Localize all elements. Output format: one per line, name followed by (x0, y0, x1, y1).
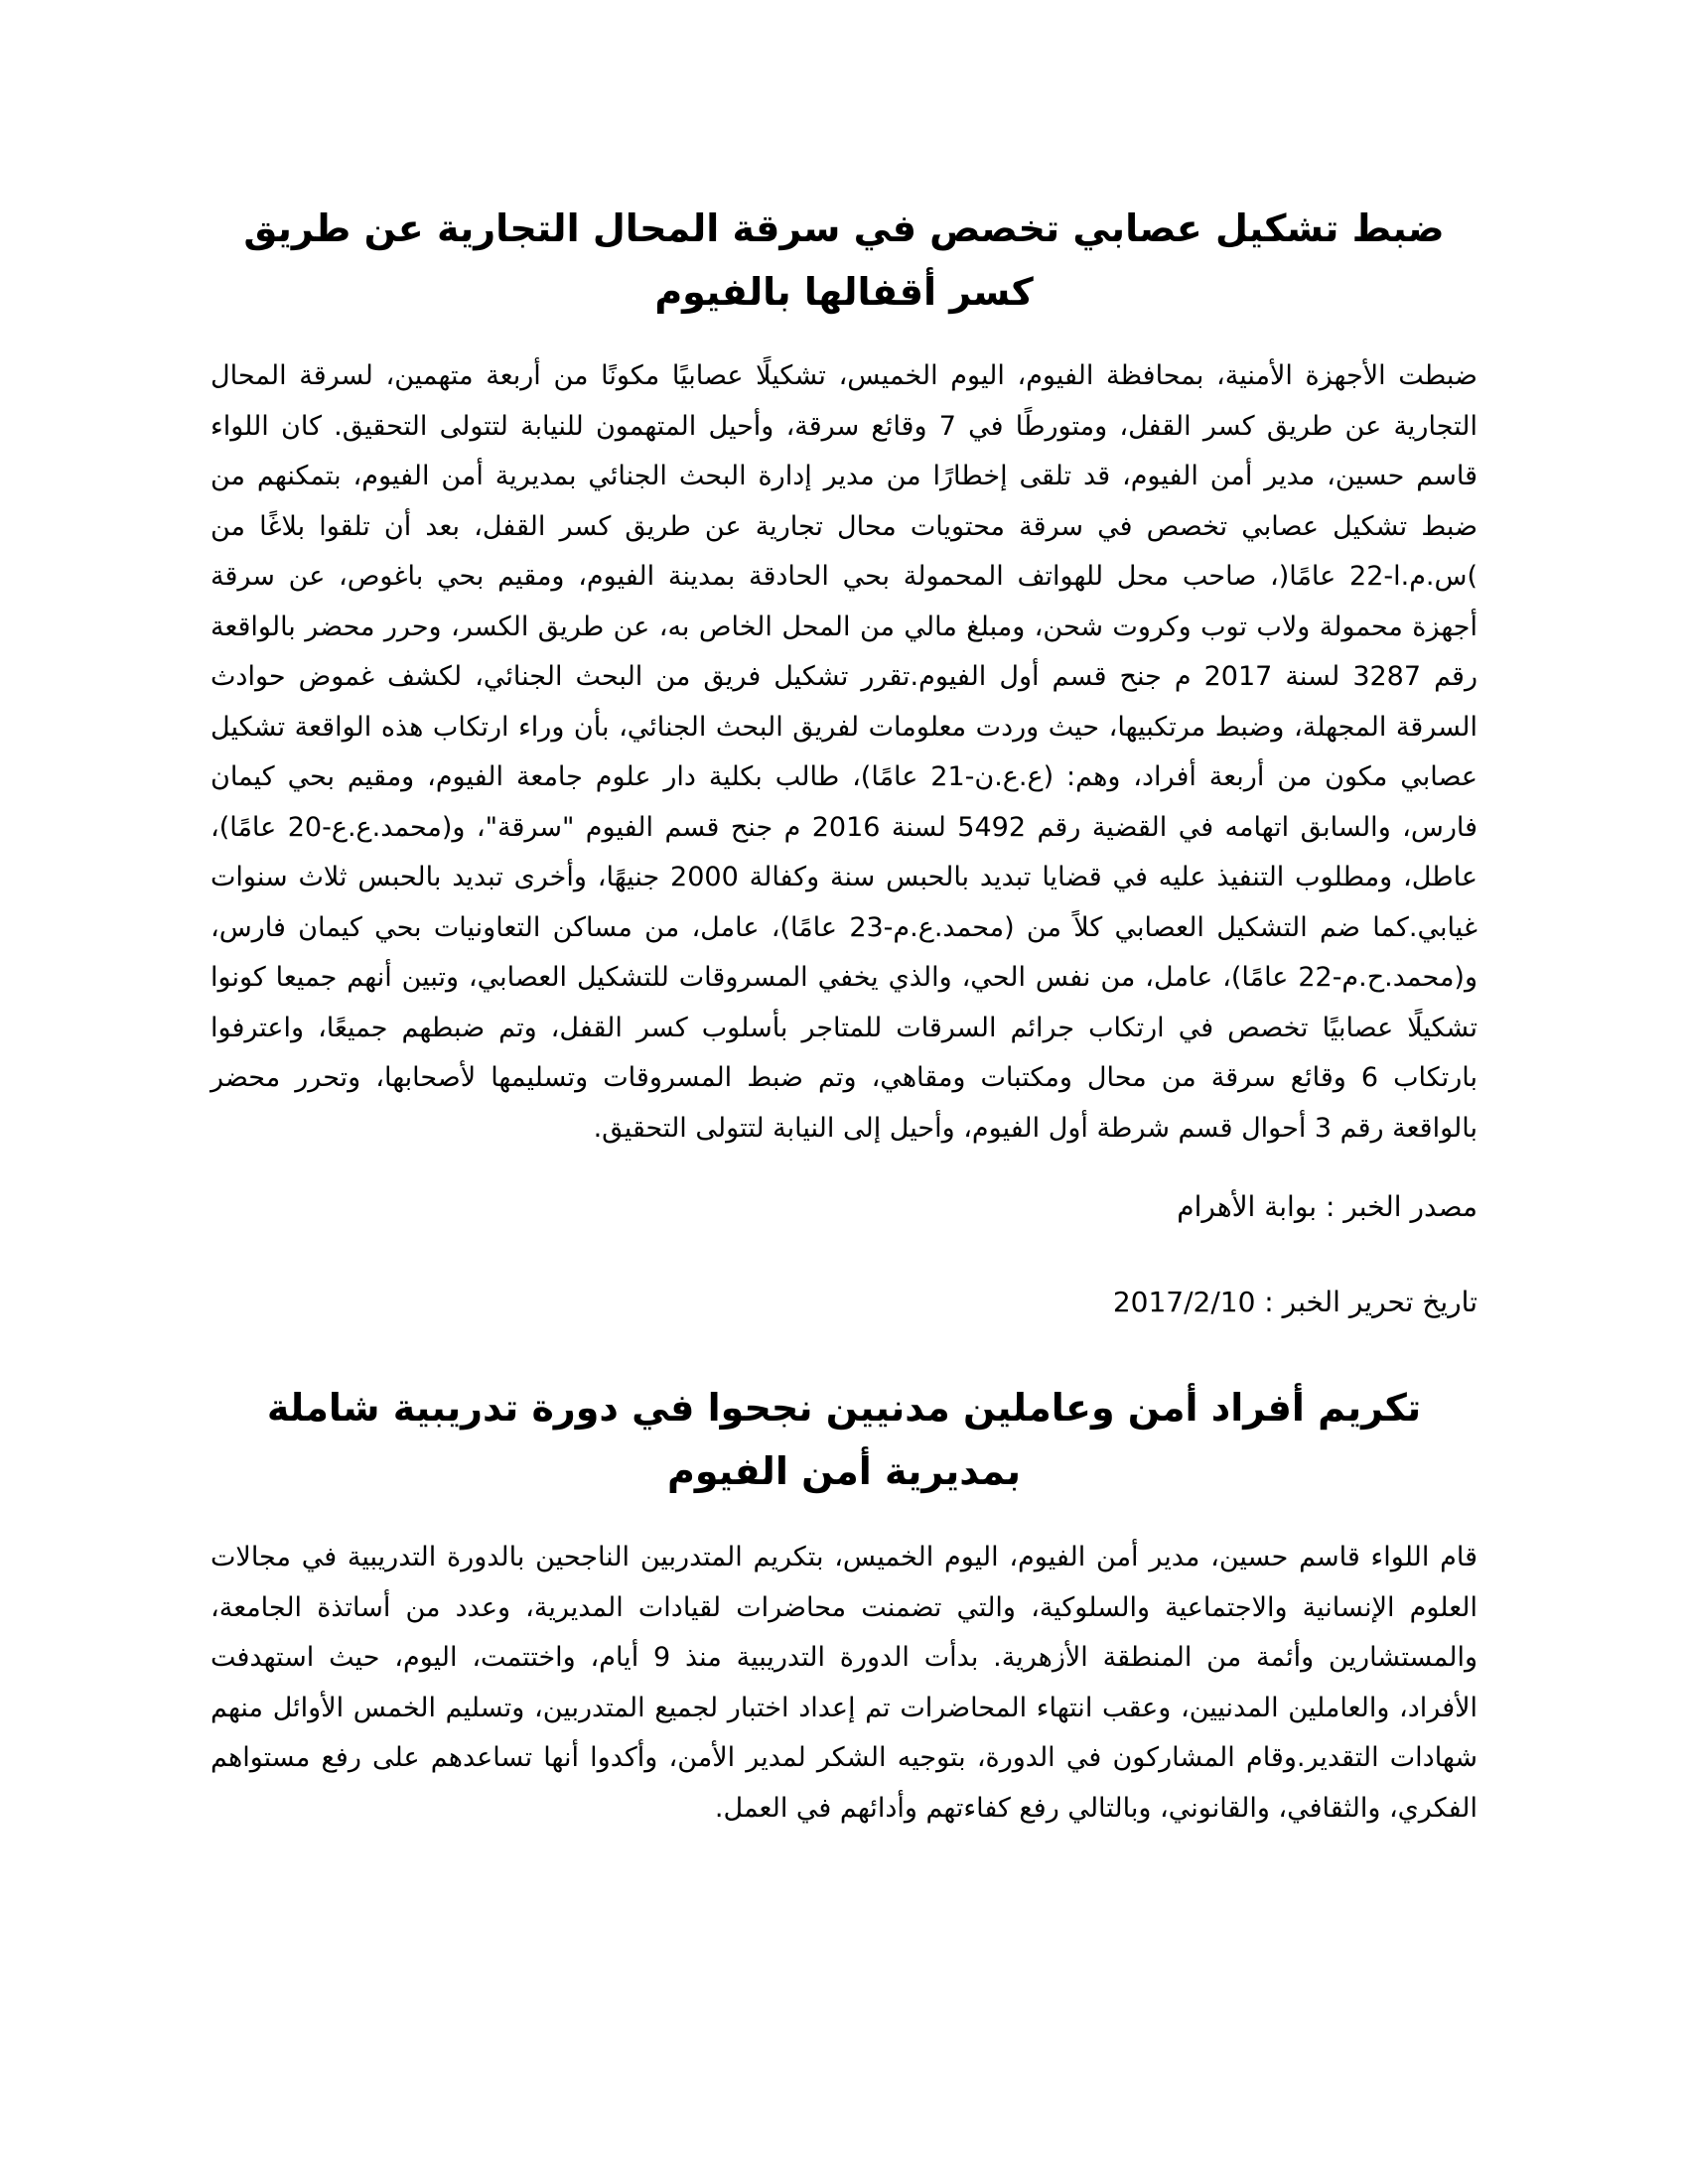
article-2-title: تكريم أفراد أمن وعاملين مدنيين نجحوا في دورة تدريبية شاملة بمديرية أمن الفيوم (266, 1386, 1422, 1493)
news-article-1 (211, 197, 1477, 1326)
article-1-body: ضبطت الأجهزة الأمنية، بمحافظة الفيوم، اليوم الخميس، تشكيلًا عصابيًا مكونًا من أربعة متهمين، لسرقة المحال التجارية عن طريق كسر القفل، ومتورطًا في 7 وقائع سرقة، وأحيل المتهمون للنيابة لتتولى التحقيق. كان اللواء قاسم حسين، مدير أمن الفيوم، قد تلقى إخطارًا من مدير إدارة البحث الجنائي بمديرية أمن الفيوم، بتمكنهم من ضبط تشكيل عصابي تخصص في سرقة محتويات محال تجارية عن طريق كسر القفل، بعد أن تلقوا بلاغًا من )س.م.ا-22 عامًا(، صاحب محل للهواتف المحمولة بحي الحادقة بمدينة الفيوم، ومقيم بحي باغوص، عن سرقة أجهزة محمولة ولاب توب وكروت شحن، ومبلغ مالي من المحل الخاص به، عن طريق الكسر، وحرر محضر بالواقعة رقم 3287 لسنة 2017 م جنح قسم أول الفيوم.تقرر تشكيل فريق من البحث الجنائي، لكشف غموض حوادث السرقة المجهلة، وضبط مرتكبيها، حيث وردت معلومات لفريق البحث الجنائي، بأن وراء ارتكاب هذه الواقعة تشكيل عصابي مكون من أربعة أفراد، وهم: (ع.ع.ن-21 عامًا)، طالب بكلية دار علوم جامعة الفيوم، ومقيم بحي كيمان فارس، والسابق اتهامه في القضية رقم 5492 لسنة 2016 م جنح قسم الفيوم "سرقة"، و(محمد.ع.ع-20 عامًا)، عاطل، ومطلوب التنفيذ عليه في قضايا تبديد بالحبس سنة وكفالة 2000 جنيهًا، وأخرى تبديد بالحبس ثلاث سنوات غيابي.كما ضم التشكيل العصابي كلاً من (محمد.ع.م-23 عامًا)، عامل، من مساكن التعاونيات بحي كيمان فارس، و(محمد.ح.م-22 عامًا)، عامل، من نفس الحي، والذي يخفي المسروقات للتشكيل العصابي، وتبين أنهم جميعا كونوا تشكيلًا عصابيًا تخصص في ارتكاب جرائم السرقات للمتاجر بأسلوب كسر القفل، وتم ضبطهم جميعًا، واعترفوا بارتكاب 6 وقائع سرقة من محال ومكتبات ومقاهي، وتم ضبط المسروقات وتسليمها لأصحابها، وتحرر محضر بالواقعة رقم 3 أحوال قسم شرطة أول الفيوم، وأحيل إلى النيابة لتتولى التحقيق. (211, 360, 1478, 1144)
article-1-source: مصدر الخبر : بوابة الأهرام (1177, 1190, 1477, 1223)
document-page (211, 0, 1477, 1834)
article-1-date: تاريخ تحرير الخبر : 2017/2/10 (1112, 1286, 1477, 1318)
article-2-body: قام اللواء قاسم حسين، مدير أمن الفيوم، اليوم الخميس، بتكريم المتدربين الناجحين بالدورة التدريبية في مجالات العلوم الإنسانية والاجتماعية والسلوكية، والتي تضمنت محاضرات لقيادات المديرية، وعدد من أساتذة الجامعة، والمستشارين وأئمة من المنطقة الأزهرية. بدأت الدورة التدريبية منذ 9 أيام، واختتمت، اليوم، حيث استهدفت الأفراد، والعاملين المدنيين، وعقب انتهاء المحاضرات تم إعداد اختبار لجميع المتدربين، وتسليم الخمس الأوائل منهم شهادات التقدير.وقام المشاركون في الدورة، بتوجيه الشكر لمدير الأمن، وأكدوا أنها تساعدهم على رفع مستواهم الفكري، والثقافي، والقانوني، وبالتالي رفع كفاءتهم وأدائهم في العمل. (211, 1542, 1477, 1824)
news-article-2 (211, 1376, 1477, 1834)
article-1-title: ضبط تشكيل عصابي تخصص في سرقة المحال التجارية عن طريق كسر أقفالها بالفيوم (243, 206, 1445, 314)
